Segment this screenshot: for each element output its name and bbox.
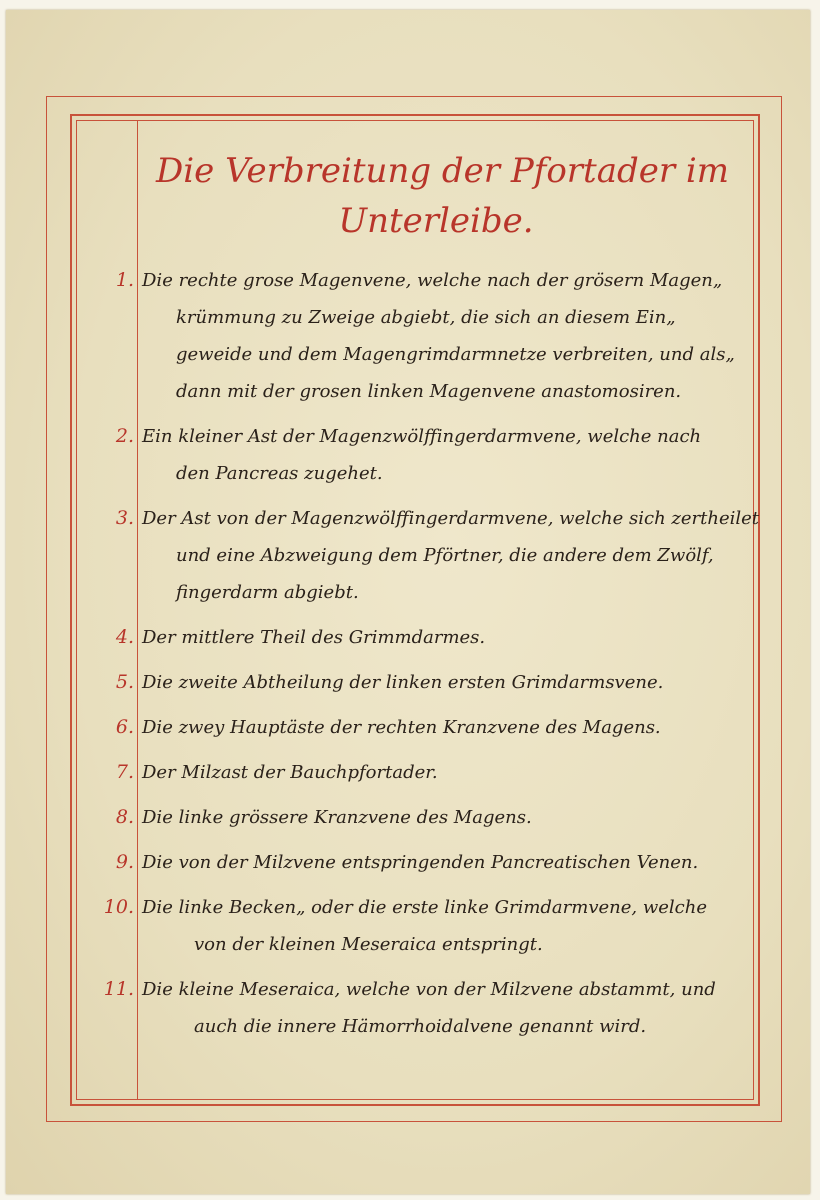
item-text xyxy=(142,418,730,492)
list-item xyxy=(90,619,730,656)
item-text-line: Der Milzast der Bauchpfortader. xyxy=(142,762,438,783)
list-item xyxy=(90,844,730,881)
item-text-line: Der Ast von der Magenzwölffingerdarmvene, welche sich zertheilet xyxy=(142,508,760,529)
list-item xyxy=(90,709,730,746)
item-text xyxy=(142,664,730,701)
list-item xyxy=(90,418,730,492)
item-text-line: fingerdarm abgiebt. xyxy=(176,582,359,603)
item-text xyxy=(142,262,735,410)
item-text xyxy=(142,500,760,611)
item-text-line: Die linke grössere Kranzvene des Magens. xyxy=(142,807,532,828)
list-item xyxy=(90,971,730,1045)
page-title xyxy=(156,146,730,246)
item-number: 10. xyxy=(103,896,134,918)
paper-sheet xyxy=(6,10,810,1194)
list-item xyxy=(90,500,760,611)
item-number: 7. xyxy=(115,761,134,783)
item-text-line: Ein kleiner Ast der Magenzwölffingerdarmvene, welche nach xyxy=(142,426,702,447)
item-text xyxy=(142,971,730,1045)
item-text-line: dann mit der grosen linken Magenvene anastomosiren. xyxy=(176,381,682,402)
item-text-line: Die von der Milzvene entspringenden Pancreatischen Venen. xyxy=(142,852,699,873)
item-text-line: und eine Abzweigung dem Pförtner, die andere dem Zwölf, xyxy=(176,545,714,566)
list-item xyxy=(90,889,730,963)
item-text xyxy=(142,799,730,836)
item-text-line: Die zwey Hauptäste der rechten Kranzvene des Magens. xyxy=(142,717,661,738)
item-text xyxy=(142,709,730,746)
item-number: 6. xyxy=(115,716,134,738)
item-text-line: Die zweite Abtheilung der linken ersten Grimdarmsvene. xyxy=(142,672,664,693)
list-item xyxy=(90,262,735,410)
list-item xyxy=(90,754,730,791)
item-number: 1. xyxy=(115,269,134,291)
item-text xyxy=(142,844,730,881)
list-item xyxy=(90,799,730,836)
item-text-line: Die linke Becken„ oder die erste linke Grimdarmvene, welche xyxy=(142,897,707,918)
item-number: 5. xyxy=(115,671,134,693)
item-number: 8. xyxy=(115,806,134,828)
numbered-list xyxy=(90,262,760,1053)
item-number: 2. xyxy=(115,425,134,447)
title-line-1: Die Verbreitung der Pfortader im xyxy=(156,151,730,191)
item-text-line: auch die innere Hämorrhoidalvene genannt wird. xyxy=(194,1016,647,1037)
item-number: 4. xyxy=(115,626,134,648)
item-text-line: Der mittlere Theil des Grimmdarmes. xyxy=(142,627,486,648)
item-text-line: geweide und dem Magengrimdarmnetze verbreiten, und als„ xyxy=(176,344,735,365)
item-text xyxy=(142,889,730,963)
item-text-line: Die kleine Meseraica, welche von der Milzvene abstammt, und xyxy=(142,979,716,1000)
item-text-line: Die rechte grose Magenvene, welche nach der grösern Magen„ xyxy=(142,270,723,291)
list-item xyxy=(90,664,730,701)
item-text-line: von der kleinen Meseraica entspringt. xyxy=(194,934,543,955)
item-text-line: den Pancreas zugehet. xyxy=(176,463,383,484)
item-text xyxy=(142,619,730,656)
title-line-2: Unterleibe. xyxy=(338,201,534,241)
item-number: 11. xyxy=(103,978,134,1000)
item-number: 3. xyxy=(115,507,134,529)
item-text-line: krümmung zu Zweige abgiebt, die sich an diesem Ein„ xyxy=(176,307,676,328)
item-number: 9. xyxy=(115,851,134,873)
item-text xyxy=(142,754,730,791)
